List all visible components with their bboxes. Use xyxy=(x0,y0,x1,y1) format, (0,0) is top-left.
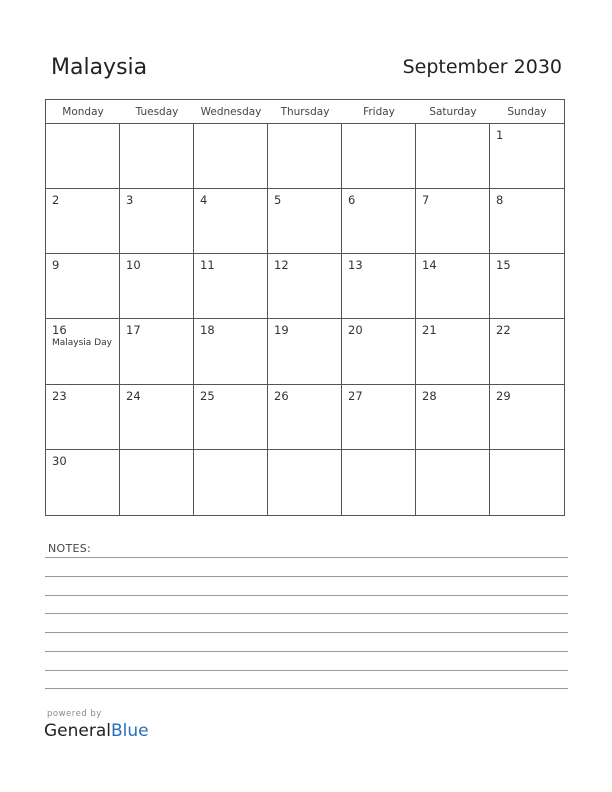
day-cell[interactable] xyxy=(490,319,564,384)
weekday-monday: Monday xyxy=(62,106,104,118)
day-number: 6 xyxy=(348,193,356,208)
day-number: 13 xyxy=(348,258,363,273)
day-cell[interactable] xyxy=(490,385,564,450)
day-cell[interactable] xyxy=(46,319,120,384)
day-cell[interactable] xyxy=(416,385,490,450)
powered-by-text: powered by xyxy=(47,709,102,719)
note-line xyxy=(45,557,568,558)
day-cell[interactable] xyxy=(46,450,120,515)
note-line xyxy=(45,632,568,633)
day-number: 27 xyxy=(348,388,363,403)
day-cell[interactable] xyxy=(46,189,120,254)
day-cell[interactable] xyxy=(416,189,490,254)
day-number: 30 xyxy=(52,453,67,468)
generalblue-logo[interactable] xyxy=(44,721,149,741)
notes-label: NOTES: xyxy=(48,542,92,555)
day-cell[interactable] xyxy=(194,189,268,254)
day-cell[interactable] xyxy=(342,385,416,450)
day-number: 15 xyxy=(496,258,511,273)
day-number: 25 xyxy=(200,388,215,403)
day-number: 11 xyxy=(200,258,215,273)
day-number: 18 xyxy=(200,323,215,338)
day-number: 4 xyxy=(200,193,208,208)
weekday-thursday: Thursday xyxy=(280,106,330,118)
day-number: 16 xyxy=(52,323,67,338)
day-cell[interactable] xyxy=(490,124,564,189)
note-line xyxy=(45,595,568,596)
day-cell[interactable] xyxy=(194,385,268,450)
day-cell[interactable] xyxy=(342,450,416,515)
day-number: 14 xyxy=(422,258,437,273)
day-cell[interactable] xyxy=(342,189,416,254)
month-year-title: September 2030 xyxy=(402,56,562,78)
country-title: Malaysia xyxy=(51,55,148,80)
day-number: 26 xyxy=(274,388,289,403)
day-cell[interactable] xyxy=(342,254,416,319)
day-number: 5 xyxy=(274,193,282,208)
brand-general: General xyxy=(44,721,111,741)
day-cell[interactable] xyxy=(194,450,268,515)
day-cell[interactable] xyxy=(490,189,564,254)
brand-blue: Blue xyxy=(111,721,149,741)
day-cell[interactable] xyxy=(46,124,120,189)
holiday-label: Malaysia Day xyxy=(52,338,112,349)
day-cell[interactable] xyxy=(194,254,268,319)
weekday-sunday: Sunday xyxy=(507,106,547,118)
day-cell[interactable] xyxy=(416,254,490,319)
day-cell[interactable] xyxy=(46,254,120,319)
day-cell[interactable] xyxy=(120,385,194,450)
day-cell[interactable] xyxy=(120,124,194,189)
day-cell[interactable] xyxy=(120,189,194,254)
day-number: 8 xyxy=(496,193,504,208)
day-cell[interactable] xyxy=(268,385,342,450)
day-number: 3 xyxy=(126,193,134,208)
day-number: 20 xyxy=(348,323,363,338)
day-cell[interactable] xyxy=(416,450,490,515)
weekday-tuesday: Tuesday xyxy=(135,106,179,118)
weekday-wednesday: Wednesday xyxy=(200,106,262,118)
day-number: 29 xyxy=(496,388,511,403)
day-number: 9 xyxy=(52,258,60,273)
day-number: 7 xyxy=(422,193,430,208)
day-cell[interactable] xyxy=(490,254,564,319)
note-line xyxy=(45,688,568,689)
calendar-grid xyxy=(45,99,565,516)
weekday-header-row xyxy=(46,100,564,124)
day-number: 19 xyxy=(274,323,289,338)
note-line xyxy=(45,670,568,671)
day-cell[interactable] xyxy=(268,319,342,384)
day-cell[interactable] xyxy=(268,254,342,319)
note-line xyxy=(45,576,568,577)
note-line xyxy=(45,651,568,652)
day-number: 10 xyxy=(126,258,141,273)
day-cell[interactable] xyxy=(120,450,194,515)
calendar-days xyxy=(46,124,564,515)
day-number: 21 xyxy=(422,323,437,338)
day-cell[interactable] xyxy=(416,124,490,189)
day-cell[interactable] xyxy=(342,124,416,189)
day-cell[interactable] xyxy=(342,319,416,384)
day-number: 2 xyxy=(52,193,60,208)
day-cell[interactable] xyxy=(194,124,268,189)
day-cell[interactable] xyxy=(268,189,342,254)
day-cell[interactable] xyxy=(194,319,268,384)
note-line xyxy=(45,613,568,614)
day-number: 1 xyxy=(496,128,504,142)
day-cell[interactable] xyxy=(46,385,120,450)
day-cell[interactable] xyxy=(268,450,342,515)
day-number: 24 xyxy=(126,388,141,403)
day-cell[interactable] xyxy=(490,450,564,515)
day-cell[interactable] xyxy=(120,254,194,319)
day-number: 28 xyxy=(422,388,437,403)
day-number: 23 xyxy=(52,388,67,403)
weekday-saturday: Saturday xyxy=(429,106,477,118)
day-number: 12 xyxy=(274,258,289,273)
day-cell[interactable] xyxy=(416,319,490,384)
weekday-friday: Friday xyxy=(363,106,395,118)
day-cell[interactable] xyxy=(268,124,342,189)
day-number: 17 xyxy=(126,323,141,338)
day-cell[interactable] xyxy=(120,319,194,384)
day-number: 22 xyxy=(496,323,511,338)
